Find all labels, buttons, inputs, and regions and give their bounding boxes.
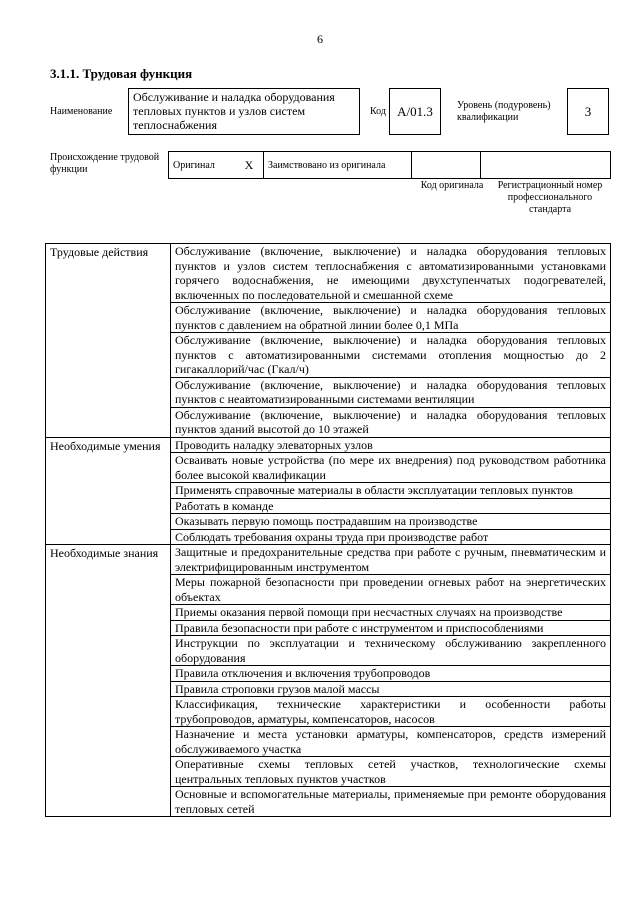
qualification-level: 3: [567, 88, 609, 135]
origin-code-caption: Код оригинала: [420, 180, 484, 191]
table-cell: Меры пожарной безопасности при проведении огневых работ на энергетических объектах: [171, 575, 611, 605]
table-cell: Обслуживание (включение, выключение) и наладка оборудования тепловых пунктов с автоматизированными системами отопления мощностью до 2 гигакаллорий/час (Гкал/ч): [171, 333, 611, 378]
table-cell: Работать в команде: [171, 498, 611, 514]
table-cell: Правила отключения и включения трубопроводов: [171, 666, 611, 682]
original-label: Оригинал: [169, 152, 236, 179]
table-cell: Правила строповки грузов малой массы: [171, 681, 611, 697]
table-cell: Основные и вспомогательные материалы, применяемые при ремонте оборудования тепловых сетей: [171, 787, 611, 817]
table-cell: Обслуживание (включение, выключение) и наладка оборудования тепловых пунктов и узлов систем теплоснабжения с автоматизированными установками горячего водоснабжения, не имеющими двухступенчатых подогревателей, включенных по последовательной и смешанной схеме: [171, 244, 611, 303]
origin-table: [168, 151, 611, 179]
table-cell: Приемы оказания первой помощи при несчастных случаях на производстве: [171, 605, 611, 621]
category-required-skills: Необходимые умения: [46, 437, 171, 545]
table-cell: Оказывать первую помощь пострадавшим на производстве: [171, 514, 611, 530]
page-number: 6: [317, 32, 323, 46]
origin-code-cell: [412, 152, 481, 179]
original-mark: X: [235, 152, 264, 179]
function-code: A/01.3: [389, 88, 441, 135]
origin-label: Происхождение трудовой функции: [50, 152, 160, 175]
table-cell: Проводить наладку элеваторных узлов: [171, 437, 611, 453]
table-row: [46, 437, 611, 453]
table-cell: Назначение и места установки арматуры, компенсаторов, средств измерений обслуживаемого участка: [171, 727, 611, 757]
category-labor-actions: Трудовые действия: [46, 244, 171, 438]
table-cell: Инструкции по эксплуатации и техническому обслуживанию закрепленного оборудования: [171, 636, 611, 666]
table-cell: Защитные и предохранительные средства при работе с ручным, пневматическим и электрифицированным инструментом: [171, 545, 611, 575]
table-cell: Правила безопасности при работе с инструментом и приспособлениями: [171, 620, 611, 636]
section-title: 3.1.1. Трудовая функция: [50, 66, 193, 81]
table-cell: Классификация, технические характеристики и особенности работы трубопроводов, арматуры, компенсаторов, насосов: [171, 697, 611, 727]
function-table: [45, 243, 611, 817]
table-cell: Применять справочные материалы в области эксплуатации тепловых пунктов: [171, 483, 611, 499]
table-cell: Обслуживание (включение, выключение) и наладка оборудования тепловых пунктов с давлением на обратной линии более 0,1 МПа: [171, 303, 611, 333]
table-cell: Осваивать новые устройства (по мере их внедрения) под руководством работника более высокой квалификации: [171, 453, 611, 483]
function-name: Обслуживание и наладка оборудования тепловых пунктов и узлов систем теплоснабжения: [128, 88, 360, 135]
table-row: [46, 244, 611, 303]
table-cell: Обслуживание (включение, выключение) и наладка оборудования тепловых пунктов зданий высотой до 10 этажей: [171, 407, 611, 437]
borrowed-label: Заимствовано из оригинала: [264, 152, 412, 179]
origin-reg-cell: [481, 152, 611, 179]
name-label: Наименование: [50, 106, 113, 117]
table-cell: Соблюдать требования охраны труда при производстве работ: [171, 529, 611, 545]
code-label: Код: [370, 106, 386, 117]
reg-number-caption: Регистрационный номер профессионального стандарта: [497, 180, 603, 215]
table-row: [46, 545, 611, 575]
category-required-knowledge: Необходимые знания: [46, 545, 171, 817]
table-cell: Оперативные схемы тепловых сетей участков, технологические схемы центральных тепловых пунктов участков: [171, 757, 611, 787]
level-label: Уровень (подуровень) квалификации: [457, 100, 551, 123]
table-cell: Обслуживание (включение, выключение) и наладка оборудования тепловых пунктов с неавтоматизированными системами вентиляции: [171, 377, 611, 407]
